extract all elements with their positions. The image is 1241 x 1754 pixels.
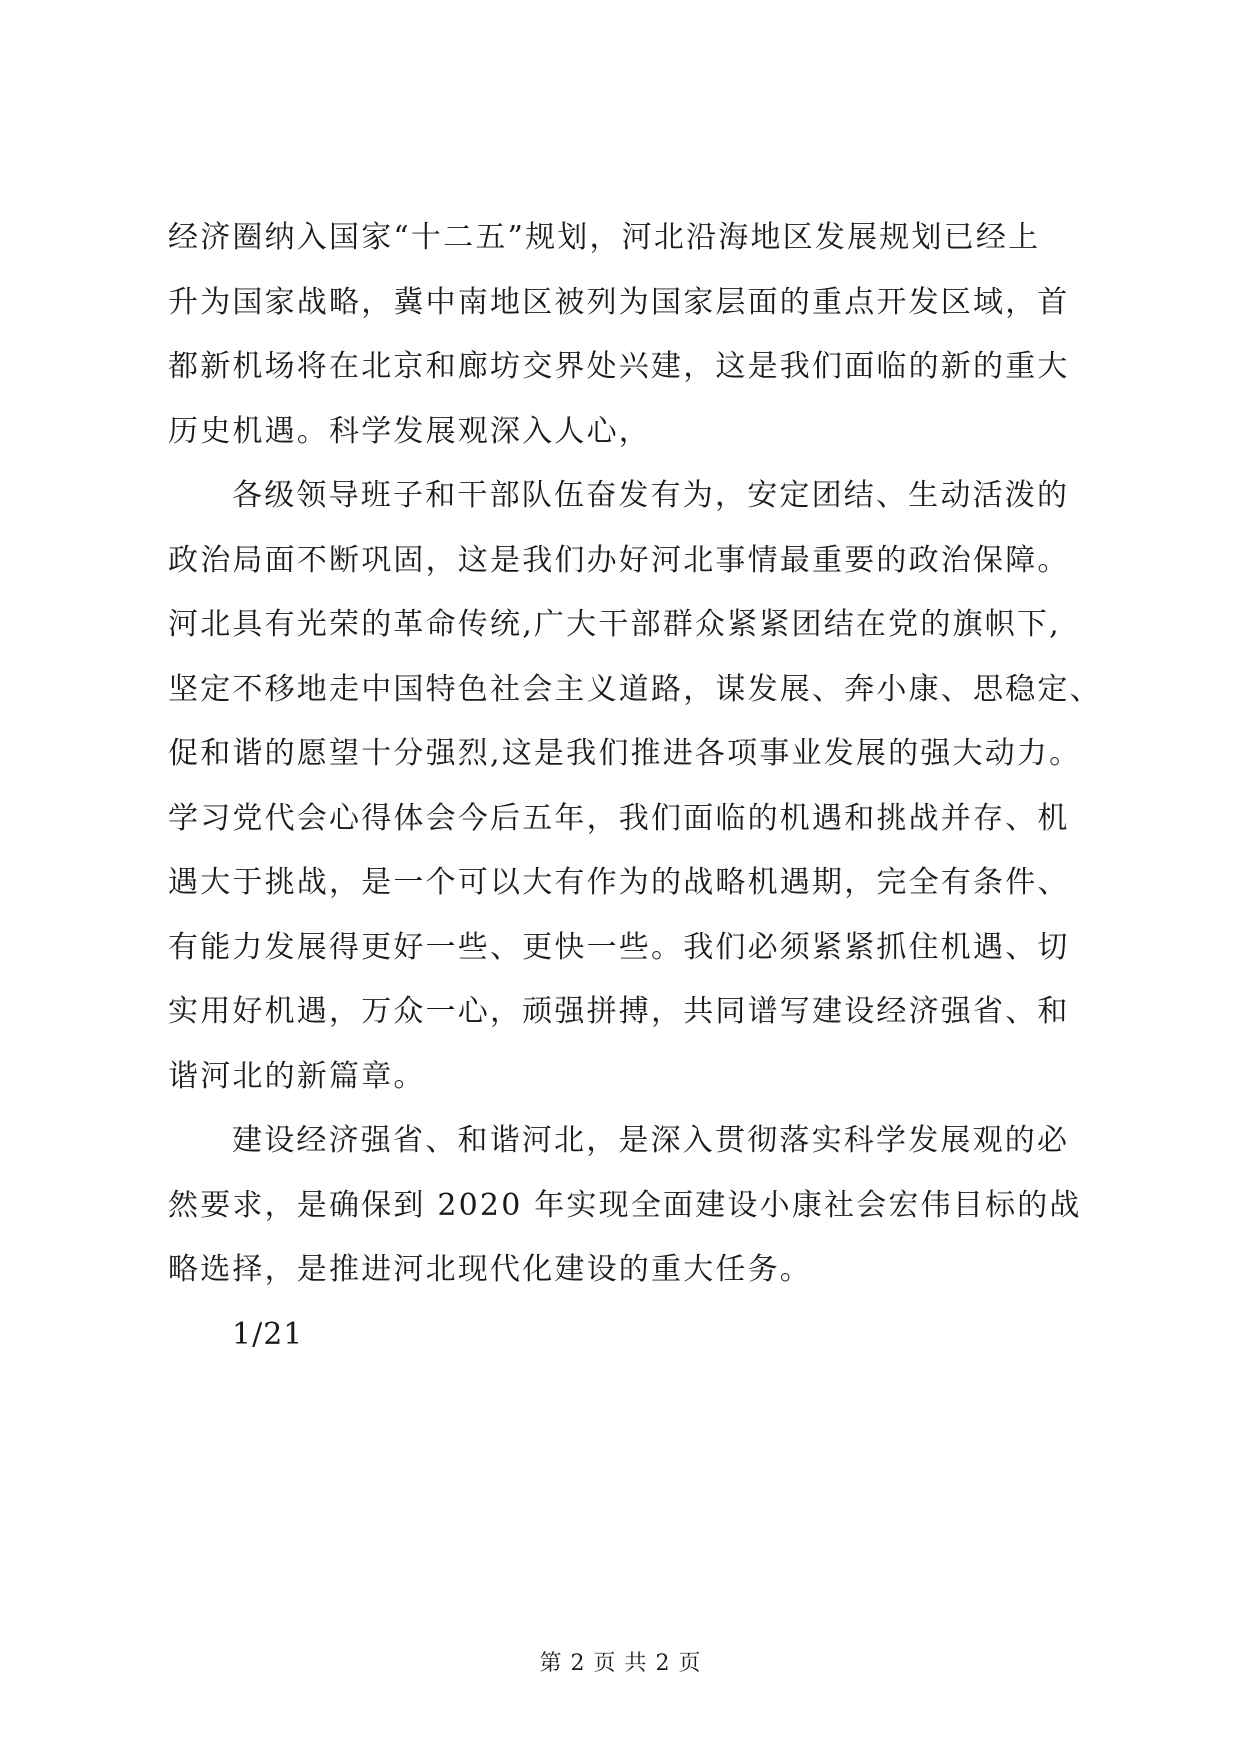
text-line: 谐河北的新篇章。	[168, 1058, 426, 1094]
text-line: 经济圈纳入国家“十二五”规划，河北沿海地区发展规划已经上	[168, 220, 1041, 255]
text-line: 都新机场将在北京和廊坊交界处兴建，这是我们面临的新的重大	[168, 349, 1070, 384]
text-line: 河北具有光荣的革命传统,广大干部群众紧紧团结在党的旗帜下,	[168, 607, 1061, 642]
document-body	[168, 206, 1102, 1367]
text-line: 各级领导班子和干部队伍奋发有为，安定团结、生动活泼的	[232, 478, 1070, 513]
text-line: 学习党代会心得体会今后五年，我们面临的机遇和挑战并存、机	[168, 800, 1070, 836]
paragraph-2	[168, 464, 1102, 1109]
text-line: 历史机遇。科学发展观深入人心，	[168, 413, 651, 449]
text-line: 遇大于挑战，是一个可以大有作为的战略机遇期，完全有条件、	[168, 865, 1070, 900]
inline-page-marker: 1/21	[232, 1316, 304, 1352]
text-line: 坚定不移地走中国特色社会主义道路，谋发展、奔小康、思稳定、	[168, 671, 1102, 707]
paragraph-1	[168, 206, 1088, 464]
text-line: 然要求，是确保到 2020 年实现全面建设小康社会宏伟目标的战	[168, 1187, 1082, 1223]
page-footer: 第 2 页 共 2 页	[539, 1651, 702, 1676]
paragraph-3	[168, 1109, 1088, 1303]
text-line: 有能力发展得更好一些、更快一些。我们必须紧紧抓住机遇、切	[168, 929, 1070, 965]
text-line: 升为国家战略，冀中南地区被列为国家层面的重点开发区域，首	[168, 284, 1070, 320]
text-line: 政治局面不断巩固，这是我们办好河北事情最重要的政治保障。	[168, 542, 1070, 578]
text-line: 促和谐的愿望十分强烈,这是我们推进各项事业发展的强大动力。	[168, 736, 1082, 771]
text-line: 略选择，是推进河北现代化建设的重大任务。	[168, 1252, 812, 1287]
text-line: 建设经济强省、和谐河北，是深入贯彻落实科学发展观的必	[232, 1123, 1070, 1158]
text-line: 实用好机遇，万众一心，顽强拼搏，共同谱写建设经济强省、和	[168, 994, 1070, 1029]
